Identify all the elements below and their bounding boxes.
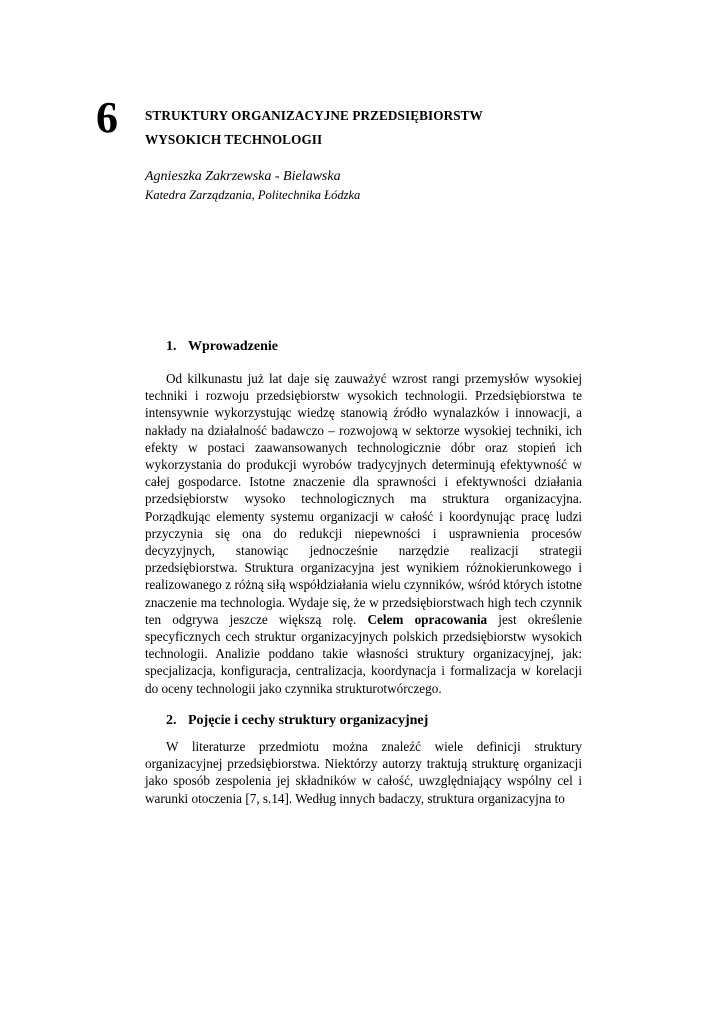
section-heading-structure-concept xyxy=(166,712,428,730)
paragraph-text: Od kilkunastu już lat daje się zauważyć wzrost rangi przemysłów wysokiej techniki i rozwoju przedsiębiorstw wysokich technologii. Przedsiębiorstwa te intensywnie wykorzystując wiedzę stanowią źródło wynalazków i innowacji, a nakłady na działalność badawczo – rozwojową w sektorze wysokiej techniki, ich efekty w postaci zaawansowanych technologicznie dóbr oraz stopień ich wykorzystania do produkcji wyrobów tradycyjnych determinują efektywność w całej gospodarce. Istotne znaczenie dla sprawności i efektywności działania przedsiębiorstw wysoko technologicznych ma struktura organizacyjna. Porządkując elementy systemu organizacji w całość i koordynując pracę ludzi przyczynia się ona do redukcji niepewności i usprawnienia procesów decyzyjnych, stanowiąc jednocześnie narzędzie realizacji strategii przedsiębiorstwa. Struktura organizacyjna jest wynikiem różnokierunkowego i realizowanego z różną siłą współdziałania wielu czynników, wśród których istotne znaczenie ma technologia. Wydaje się, że w przedsiębiorstwach high tech czynnik ten odgrywa jeszcze większą rolę. xyxy=(145,371,582,627)
chapter-title-line-2: WYSOKICH TECHNOLOGII xyxy=(145,132,323,147)
author-name: Agnieszka Zakrzewska - Bielawska xyxy=(145,169,341,184)
section-number: 2. xyxy=(166,713,177,728)
chapter-title-line-1: STRUKTURY ORGANIZACYJNE PRZEDSIĘBIORSTW xyxy=(145,108,483,123)
section-number: 1. xyxy=(166,339,177,354)
section-heading-introduction xyxy=(166,338,278,356)
section-title: Wprowadzenie xyxy=(188,339,278,354)
author-affiliation: Katedra Zarządzania, Politechnika Łódzka xyxy=(145,188,361,202)
section-title: Pojęcie i cechy struktury organizacyjnej xyxy=(188,713,429,728)
introduction-paragraph xyxy=(145,370,582,697)
chapter-number: 6 xyxy=(96,93,118,142)
paragraph-text: jest określenie specyficznych cech struktur organizacyjnych polskich przedsiębiorstw wysokich technologii. Analizie poddano takie własności struktury organizacyjnej, jak: specjalizacja, konfiguracja, centralizacja, koordynacja i formalizacja w korelacji do oceny technologii jako czynnika strukturotwórczego. xyxy=(145,611,582,696)
paragraph-bold-text: Celem opracowania xyxy=(367,611,488,627)
chapter-title xyxy=(145,104,585,152)
structure-concept-paragraph: W literaturze przedmiotu można znaleźć wiele definicji struktury organizacyjnej przedsiębiorstwa. Niektórzy autorzy traktują strukturę organizacji jako sposób zespolenia jej składników w całość, uwzględniający wspólny cel i warunki otoczenia [7, s.14]. Według innych badaczy, struktura organizacyjna to xyxy=(145,739,582,806)
